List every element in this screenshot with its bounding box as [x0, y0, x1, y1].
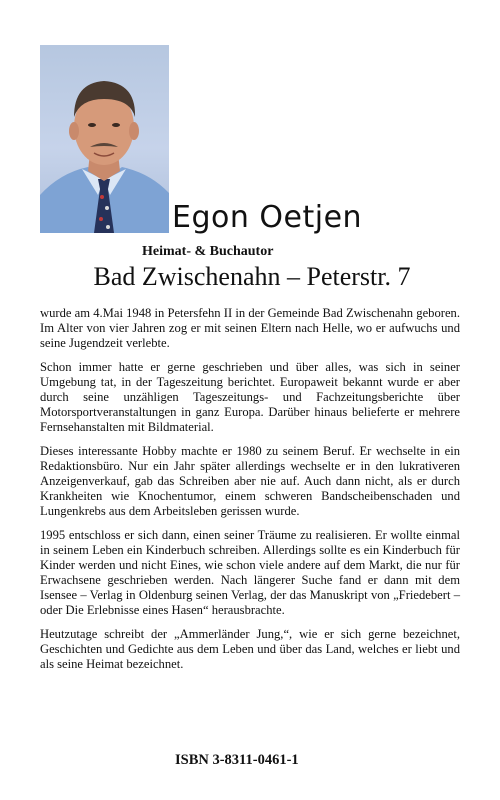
biography-paragraph: Dieses interessante Hobby machte er 1980 zu seinem Beruf. Er wechselte in ein Redaktionsbüro. Nur ein Jahr später allerdings wechselte er in den lukrativeren Anzeigenverkauf, gab das Schreiben aber nie auf. Auch dann nicht, als er durch Krankheiten wie Knochentumor, einem schweren Bandscheibenschaden und Lungenkrebs aus dem Arbeitsleben gerissen wurde. [40, 444, 460, 518]
author-address: Bad Zwischenahn – Peterstr. 7 [93, 262, 411, 291]
biography [40, 306, 460, 681]
author-name: Egon Oetjen [172, 200, 363, 235]
author-subtitle: Heimat- & Buchautor [142, 244, 274, 259]
biography-paragraph: 1995 entschloss er sich dann, einen seiner Träume zu realisieren. Er wollte einmal in seinem Leben ein Kinderbuch schreiben. Allerdings sollte es ein Kinderbuch für Kinder werden und nicht Eines, wie schon viele andere auf dem Markt, die nur für Erwachsene geschrieben werden. Nach längerer Suche fand er dann mit dem Isensee – Verlag in Oldenburg seinen Verlag, der das Manuskript von „Friedebert – oder Die Erlebnisse eines Hasen“ herausbrachte. [40, 528, 460, 617]
biography-paragraph: wurde am 4.Mai 1948 in Petersfehn II in der Gemeinde Bad Zwischenahn geboren. Im Alter von vier Jahren zog er mit seinen Eltern nach Helle, wo er aufwuchs und seine Jugendzeit verlebte. [40, 306, 460, 350]
author-photo [40, 45, 169, 233]
biography-paragraph: Schon immer hatte er gerne geschrieben und über alles, was sich in seiner Umgebung tat, in der Tageszeitung berichtet. Europaweit bekannt wurde er aber durch seine unzähligen Tageszeitungs- und Fachzeitungsberichte über Motorsportveranstaltungen in ganz Europa. Darüber hinaus belieferte er mehrere Fernsehanstalten mit Bildmaterial. [40, 360, 460, 434]
biography-paragraph: Heutzutage schreibt der „Ammerländer Jung,“, wie er sich gerne bezeichnet, Geschichten und Gedichte aus dem Leben und über das Land, welches er liebt und als seine Heimat bezeichnet. [40, 627, 460, 671]
isbn: ISBN 3-8311-0461-1 [175, 752, 299, 768]
